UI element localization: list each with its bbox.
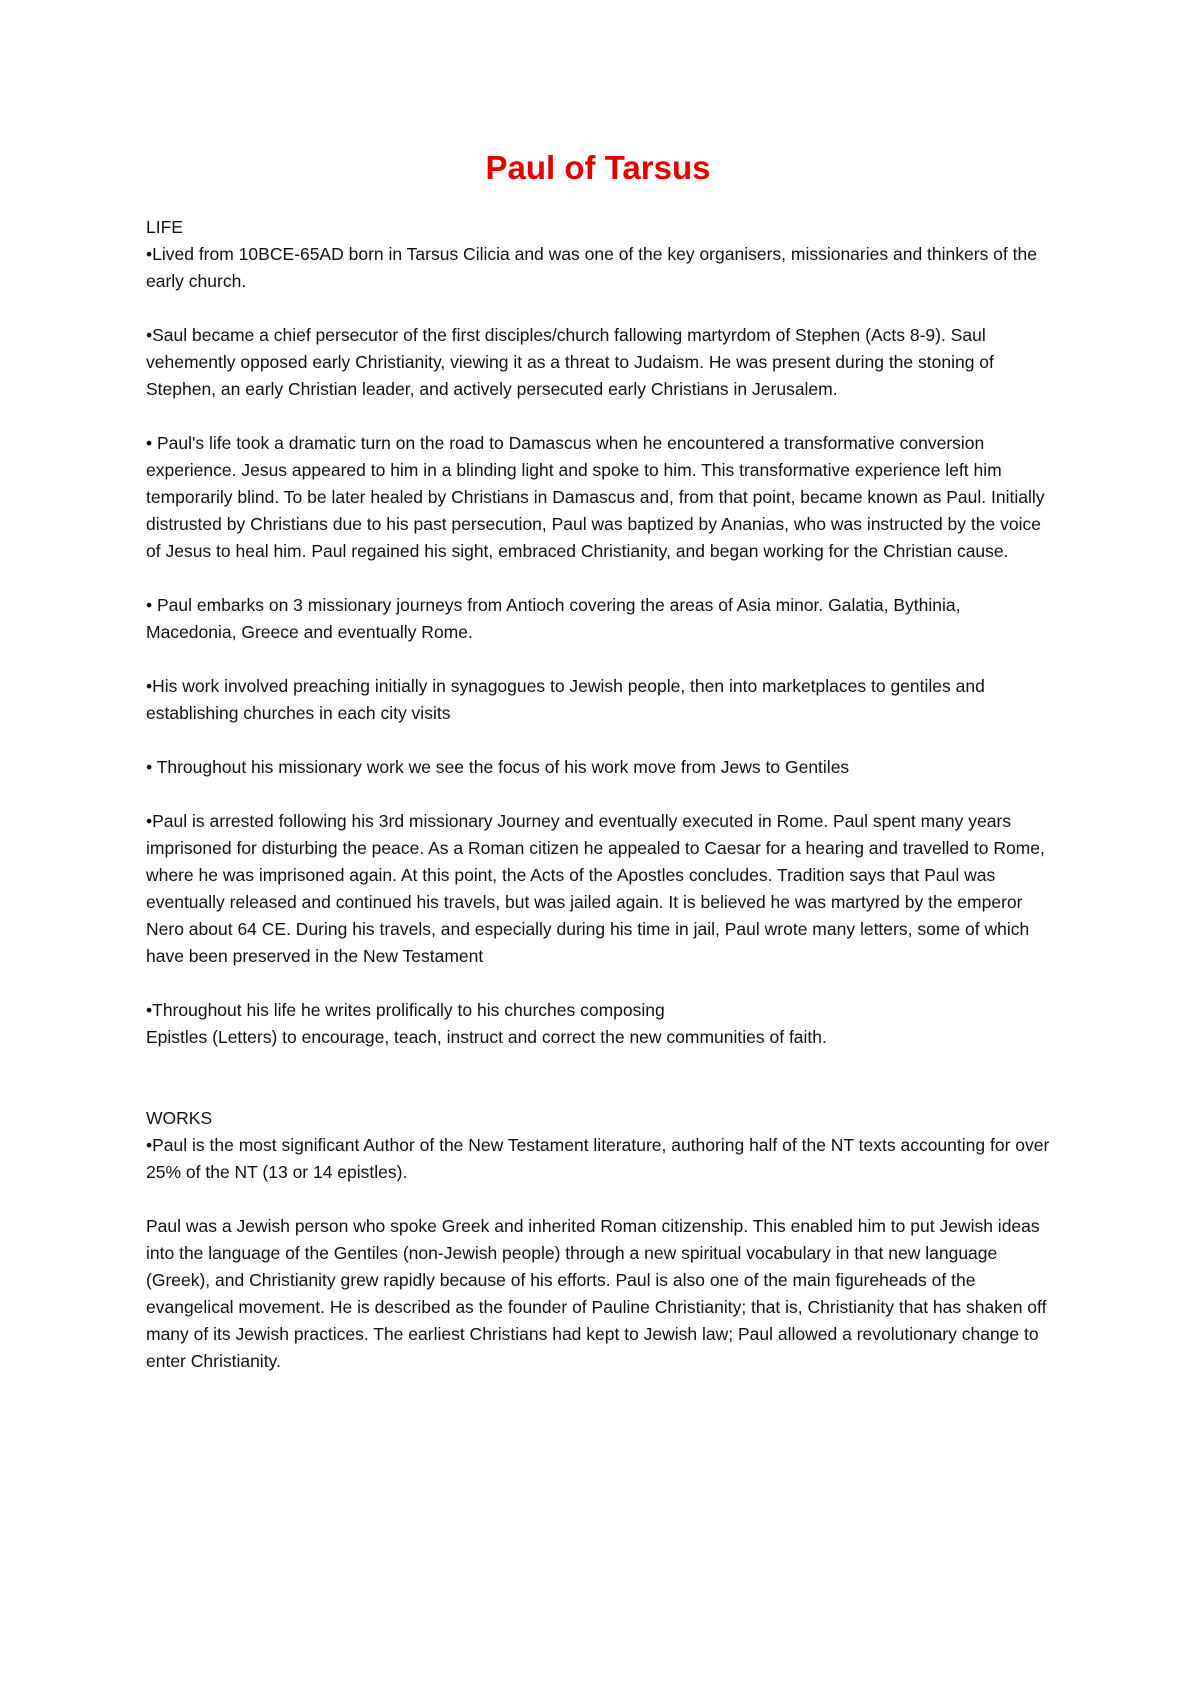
works-paragraph: Paul was a Jewish person who spoke Greek and inherited Roman citizenship. This enabled him to put Jewish ideas into the language of the Gentiles (non-Jewish people) through a new spiritual vocabulary in that new language (Greek), and Christianity grew rapidly because of his efforts. Paul is also one of the main figureheads of the evangelical movement. He is described as the founder of Pauline Christianity; that is, Christianity that has shaken off many of its Jewish practices. The earliest Christians had kept to Jewish law; Paul allowed a revolutionary change to enter Christianity. [146, 1216, 1047, 1371]
section-spacer [146, 1078, 1050, 1105]
life-paragraph-line: •Throughout his life he writes prolifically to his churches composing [146, 1000, 665, 1020]
life-paragraph: • Paul embarks on 3 missionary journeys from Antioch covering the areas of Asia minor. Galatia, Bythinia, Macedonia, Greece and eventually Rome. [146, 595, 961, 642]
life-paragraph-line: Epistles (Letters) to encourage, teach, instruct and correct the new communities of faith. [146, 1027, 827, 1047]
document-title: Paul of Tarsus [485, 149, 711, 186]
life-paragraph: • Paul's life took a dramatic turn on the road to Damascus when he encountered a transformative conversion experience. Jesus appeared to him in a blinding light and spoke to him. This transformative experience left him temporarily blind. To be later healed by Christians in Damascus and, from that point, became known as Paul. Initially distrusted by Christians due to his past persecution, Paul was baptized by Ananias, who was instructed by the voice of Jesus to heal him. Paul regained his sight, embraced Christianity, and began working for the Christian cause. [146, 433, 1045, 561]
life-paragraph: •Paul is arrested following his 3rd missionary Journey and eventually executed in Rome. Paul spent many years imprisoned for disturbing the peace. As a Roman citizen he appealed to Caesar for a hearing and travelled to Rome, where he was imprisoned again. At this point, the Acts of the Apostles concludes. Tradition says that Paul was eventually released and continued his travels, but was jailed again. It is believed he was martyred by the emperor Nero about 64 CE. During his travels, and especially during his time in jail, Paul wrote many letters, some of which have been preserved in the New Testament [146, 811, 1045, 966]
life-paragraph: •Saul became a chief persecutor of the first disciples/church fallowing martyrdom of Stephen (Acts 8-9). Saul vehemently opposed early Christianity, viewing it as a threat to Judaism. He was present during the stoning of Stephen, an early Christian leader, and actively persecuted early Christians in Jerusalem. [146, 325, 994, 399]
life-paragraph: • Throughout his missionary work we see the focus of his work move from Jews to Gentiles [146, 757, 850, 777]
life-section [146, 214, 1050, 1051]
life-paragraph: •Lived from 10BCE-65AD born in Tarsus Cilicia and was one of the key organisers, missionaries and thinkers of the early church. [146, 244, 1037, 291]
life-heading: LIFE [146, 217, 183, 237]
works-paragraph: •Paul is the most significant Author of the New Testament literature, authoring half of the NT texts accounting for over 25% of the NT (13 or 14 epistles). [146, 1135, 1050, 1182]
life-paragraph: •His work involved preaching initially in synagogues to Jewish people, then into marketplaces to gentiles and establishing churches in each city visits [146, 676, 985, 723]
works-heading: WORKS [146, 1108, 213, 1128]
works-section [146, 1105, 1050, 1375]
